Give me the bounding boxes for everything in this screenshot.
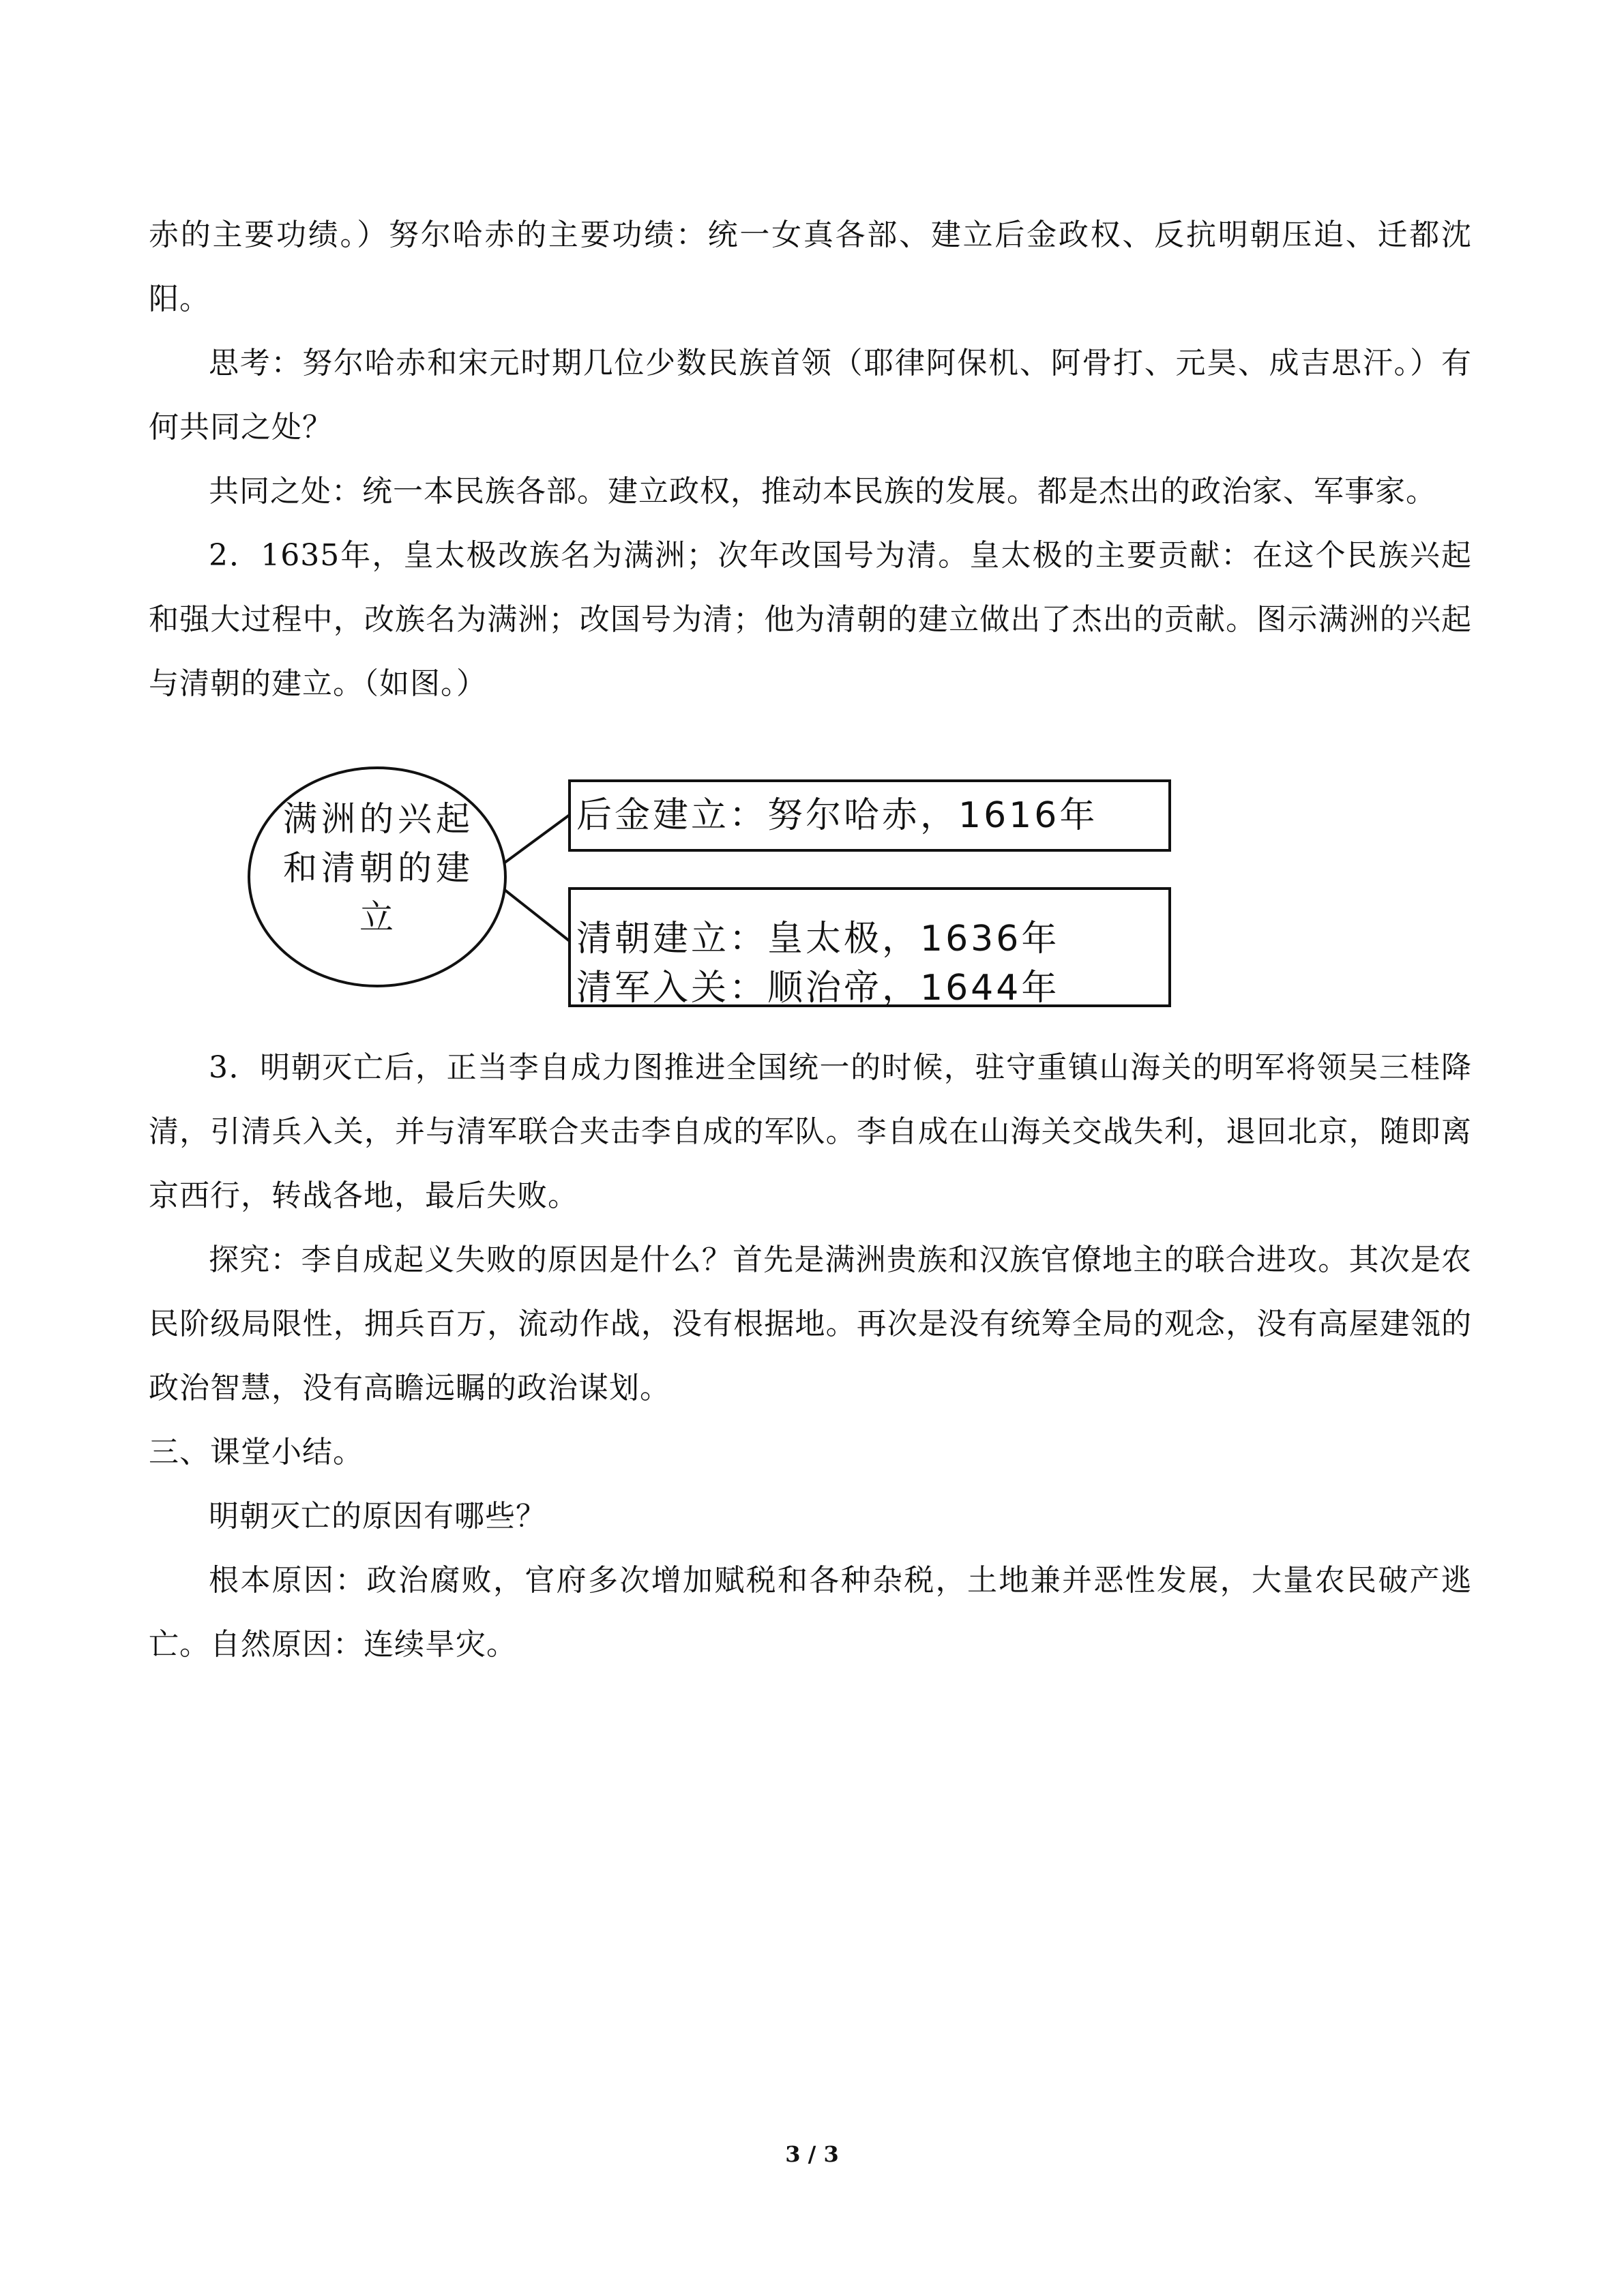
- paragraph-5: 3．明朝灭亡后，正当李自成力图推进全国统一的时候，驻守重镇山海关的明军将领吴三桂降清，引清兵入关，并与清军联合夹击李自成的军队。李自成在山海关交战失利，退回北京，随即离京西行，转战各地，最后失败。: [149, 1050, 1472, 1213]
- paragraph-4: 2．1635年，皇太极改族名为满洲；次年改国号为清。皇太极的主要贡献：在这个民族兴起和强大过程中，改族名为满洲；改国号为清；他为清朝的建立做出了杰出的贡献。图示满洲的兴起与清朝的建立。（如图。）: [149, 538, 1472, 701]
- diagram-center-label: 满洲的兴起和清朝的建立: [283, 799, 474, 937]
- box-qing-line-2: 清军入关：顺治帝，1644年: [576, 968, 1060, 1009]
- page-number: 3 / 3: [785, 2141, 839, 2167]
- connector-upper: [505, 815, 570, 863]
- paragraph-6: 探究：李自成起义失败的原因是什么？首先是满洲贵族和汉族官僚地主的联合进攻。其次是农民阶级局限性，拥兵百万，流动作战，没有根据地。再次是没有统筹全局的观念，没有高屋建瓴的政治智慧，没有高瞻远瞩的政治谋划。: [149, 1242, 1472, 1405]
- paragraph-3: 共同之处：统一本民族各部。建立政权，推动本民族的发展。都是杰出的政治家、军事家。: [209, 474, 1436, 509]
- paragraph-8: 根本原因：政治腐败，官府多次增加赋税和各种杂税，土地兼并恶性发展，大量农民破产逃亡。自然原因：连续旱灾。: [149, 1563, 1472, 1662]
- section-heading: 三、课堂小结。: [149, 1435, 364, 1470]
- box-houjin-text: 后金建立：努尔哈赤，1616年: [576, 795, 1098, 836]
- qing-founding-diagram: [239, 754, 1173, 1009]
- box-qing-line-1: 清朝建立：皇太极，1636年: [576, 919, 1060, 959]
- paragraph-2: 思考：努尔哈赤和宋元时期几位少数民族首领（耶律阿保机、阿骨打、元昊、成吉思汗。）有何共同之处？: [149, 346, 1472, 445]
- text-block-bottom: [149, 1036, 1472, 1677]
- connector-lower: [505, 890, 570, 941]
- text-block-top: [149, 203, 1472, 716]
- paragraph-7: 明朝灭亡的原因有哪些？: [209, 1499, 546, 1534]
- paragraph-1: 赤的主要功绩。）努尔哈赤的主要功绩：统一女真各部、建立后金政权、反抗明朝压迫、迁都沈阳。: [149, 218, 1472, 316]
- box-qing-text: [576, 914, 1059, 1013]
